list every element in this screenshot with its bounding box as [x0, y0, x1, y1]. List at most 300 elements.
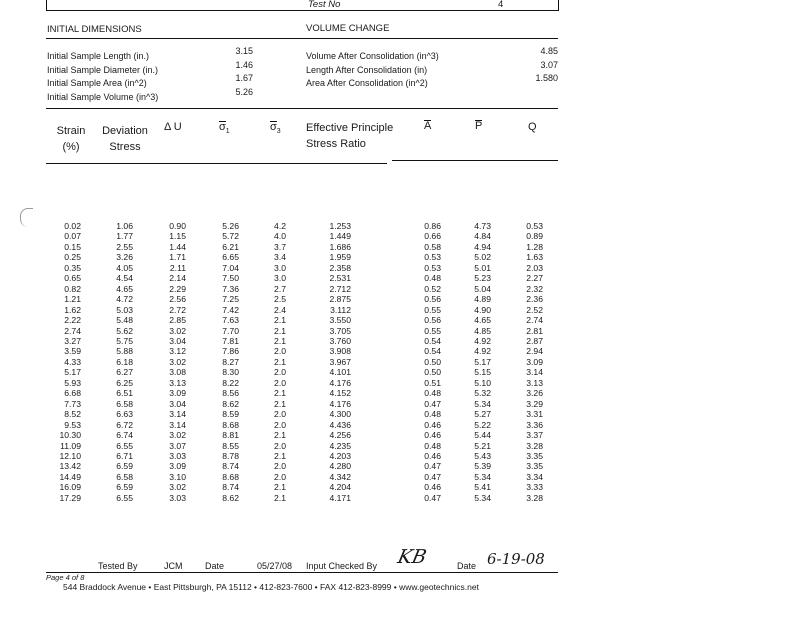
sigma1-cell: 8.62 [222, 398, 239, 409]
vol-value: 3.07 [540, 59, 558, 70]
p-column [467, 221, 491, 503]
du-cell: 1.71 [169, 252, 186, 263]
sigma1-cell: 8.30 [222, 367, 239, 378]
du-header: Δ U [164, 121, 182, 133]
p-cell: 5.34 [474, 398, 491, 409]
sigma3-cell: 2.1 [274, 335, 286, 346]
p-cell: 5.34 [474, 471, 491, 482]
sigma1-cell: 8.74 [222, 482, 239, 493]
strain-cell: 4.33 [64, 356, 81, 367]
strain-cell: 5.93 [64, 377, 81, 388]
esr-cell: 4.171 [329, 492, 351, 503]
esr-cell: 4.203 [329, 450, 351, 461]
init-value: 1.46 [235, 59, 253, 70]
vol-value: 1.580 [535, 73, 558, 83]
du-cell: 2.56 [169, 294, 186, 305]
q-cell: 3.13 [526, 377, 543, 388]
q-cell: 3.26 [526, 388, 543, 399]
esr-cell: 3.550 [329, 315, 351, 326]
page-number: Page 4 of 8 [46, 573, 85, 582]
sigma1-cell: 7.86 [222, 346, 239, 357]
init-value: 1.67 [235, 73, 253, 83]
sigma1-sub: 1 [225, 128, 230, 136]
sigma3-cell: 2.1 [274, 325, 286, 336]
sigma1-cell: 8.68 [222, 419, 239, 430]
init-label: Initial Sample Diameter (in.) [47, 64, 159, 75]
deviator-cell: 6.71 [116, 450, 133, 461]
deviator-cell: 6.72 [116, 419, 133, 430]
q-cell: 3.29 [526, 398, 543, 409]
q-cell: 0.53 [526, 221, 543, 231]
a-column [417, 221, 441, 503]
du-cell: 3.03 [169, 492, 186, 503]
sigma1-cell: 7.81 [222, 335, 239, 346]
a-cell: 0.46 [424, 482, 441, 493]
esr-cell: 4.280 [329, 461, 351, 472]
a-cell: 0.50 [424, 356, 441, 367]
footer-rule [46, 572, 558, 573]
vol-label: Length After Consolidation (in) [306, 64, 428, 75]
strain-cell: 12.10 [59, 450, 81, 461]
a-cell: 0.52 [424, 283, 441, 294]
sigma3-cell: 3.7 [274, 241, 286, 252]
a-cell: 0.54 [424, 346, 441, 357]
q-cell: 2.94 [526, 346, 543, 357]
a-cell: 0.55 [424, 325, 441, 336]
q-cell: 3.35 [526, 461, 543, 472]
du-cell: 3.04 [169, 398, 186, 409]
du-cell: 3.09 [169, 388, 186, 399]
esr-cell: 4.256 [329, 430, 351, 441]
a-cell: 0.47 [424, 461, 441, 472]
deviator-cell: 2.55 [116, 241, 133, 252]
a-cell: 0.86 [424, 221, 441, 231]
du-cell: 3.04 [169, 335, 186, 346]
sigma3-cell: 2.0 [274, 377, 286, 388]
q-cell: 2.87 [526, 335, 543, 346]
initial-dimensions-list [47, 46, 253, 100]
q-cell: 1.28 [526, 241, 543, 252]
sigma3-cell: 2.1 [274, 388, 286, 399]
deviator-header-2: Stress [109, 141, 141, 153]
init-value: 5.26 [235, 86, 253, 97]
sigma3-cell: 2.0 [274, 471, 286, 482]
strain-cell: 3.59 [64, 346, 81, 357]
p-cell: 4.90 [474, 304, 491, 315]
q-header: Q [528, 121, 537, 133]
sigma3-symbol: σ [270, 121, 277, 133]
q-cell: 3.34 [526, 471, 543, 482]
sigma1-cell: 6.65 [222, 252, 239, 263]
esr-cell: 4.204 [329, 482, 351, 493]
init-row [47, 73, 253, 87]
deviator-cell: 4.05 [116, 262, 133, 273]
sigma1-cell: 5.72 [222, 231, 239, 242]
esr-cell: 3.908 [329, 346, 351, 357]
section-rule-bottom [46, 108, 558, 109]
esr-cell: 4.342 [329, 471, 351, 482]
a-cell: 0.46 [424, 450, 441, 461]
strain-cell: 5.17 [64, 367, 81, 378]
du-cell: 3.13 [169, 377, 186, 388]
volume-change-title: VOLUME CHANGE [306, 23, 390, 34]
sigma1-cell: 8.62 [222, 492, 239, 503]
esr-column [318, 221, 351, 503]
p-cell: 5.23 [474, 273, 491, 284]
strain-cell: 1.21 [64, 294, 81, 305]
sigma1-cell: 7.04 [222, 262, 239, 273]
deviator-cell: 6.51 [116, 388, 133, 399]
esr-cell: 3.967 [329, 356, 351, 367]
sigma1-cell: 7.50 [222, 273, 239, 284]
strain-column [50, 221, 81, 503]
deviator-cell: 6.25 [116, 377, 133, 388]
volume-change-list [306, 46, 558, 87]
a-cell: 0.51 [424, 377, 441, 388]
company-address: 544 Braddock Avenue • East Pittsburgh, PA 15112 • 412-823-7600 • FAX 412-823-8999 • www.geotechnics.net [63, 582, 479, 592]
section-rule-top [46, 38, 558, 39]
deviator-cell: 1.77 [116, 231, 133, 242]
sigma3-cell: 2.0 [274, 409, 286, 420]
q-column [518, 221, 543, 503]
du-cell: 0.90 [169, 221, 186, 231]
vol-row [306, 60, 558, 74]
du-cell: 3.08 [169, 367, 186, 378]
strain-cell: 8.52 [64, 409, 81, 420]
du-cell: 2.29 [169, 283, 186, 294]
esr-cell: 4.176 [329, 377, 351, 388]
esr-cell: 2.531 [329, 273, 351, 284]
top-box-left-line [46, 0, 47, 11]
sigma1-symbol: σ [219, 121, 226, 133]
sigma3-cell: 4.2 [274, 221, 286, 231]
strain-cell: 10.30 [59, 430, 81, 441]
a-symbol: A [424, 120, 432, 132]
vol-row [306, 46, 558, 60]
q-cell: 3.28 [526, 492, 543, 503]
du-cell: 3.02 [169, 482, 186, 493]
q-cell: 2.52 [526, 304, 543, 315]
a-cell: 0.53 [424, 262, 441, 273]
esr-cell: 4.176 [329, 398, 351, 409]
p-symbol: P [475, 120, 483, 132]
du-cell: 2.72 [169, 304, 186, 315]
sigma1-cell: 7.25 [222, 294, 239, 305]
deviator-cell: 5.48 [116, 315, 133, 326]
checked-date-label: Date [457, 561, 477, 571]
q-cell: 3.36 [526, 419, 543, 430]
p-cell: 4.94 [474, 241, 491, 252]
p-cell: 5.32 [474, 388, 491, 399]
strain-unit: (%) [62, 141, 80, 153]
tested-by-value: JCM [164, 561, 183, 571]
du-cell: 3.10 [169, 471, 186, 482]
a-cell: 0.46 [424, 419, 441, 430]
p-cell: 5.17 [474, 356, 491, 367]
du-cell: 3.12 [169, 346, 186, 357]
q-cell: 3.33 [526, 482, 543, 493]
sigma1-cell: 8.56 [222, 388, 239, 399]
sigma1-cell: 7.63 [222, 315, 239, 326]
a-cell: 0.47 [424, 471, 441, 482]
p-cell: 5.21 [474, 440, 491, 451]
deviator-cell: 6.59 [116, 461, 133, 472]
deviator-cell: 6.27 [116, 367, 133, 378]
sigma3-cell: 2.1 [274, 450, 286, 461]
du-cell: 1.44 [169, 241, 186, 252]
deviator-header: Deviation [102, 125, 148, 137]
sigma1-cell: 8.59 [222, 409, 239, 420]
q-cell: 3.31 [526, 409, 543, 420]
deviator-cell: 1.06 [116, 221, 133, 231]
deviator-cell: 4.54 [116, 273, 133, 284]
sigma1-cell: 5.26 [222, 221, 239, 231]
sigma1-cell: 8.81 [222, 430, 239, 441]
q-cell: 0.89 [526, 231, 543, 242]
q-cell: 2.74 [526, 315, 543, 326]
init-label: Initial Sample Length (in.) [47, 51, 150, 61]
init-label: Initial Sample Volume (in^3) [47, 91, 159, 102]
sigma3-cell: 2.0 [274, 367, 286, 378]
p-cell: 5.15 [474, 367, 491, 378]
deviator-cell: 5.75 [116, 335, 133, 346]
a-cell: 0.50 [424, 367, 441, 378]
a-cell: 0.53 [424, 252, 441, 263]
q-cell: 2.27 [526, 273, 543, 284]
esr-cell: 4.436 [329, 419, 351, 430]
a-cell: 0.56 [424, 294, 441, 305]
a-cell: 0.55 [424, 304, 441, 315]
p-cell: 5.04 [474, 283, 491, 294]
strain-cell: 1.62 [64, 304, 81, 315]
a-cell: 0.48 [424, 440, 441, 451]
sigma1-cell: 7.36 [222, 283, 239, 294]
q-cell: 2.36 [526, 294, 543, 305]
esr-cell: 2.358 [329, 262, 351, 273]
deviator-cell: 6.55 [116, 492, 133, 503]
sigma1-header [219, 121, 230, 135]
deviator-cell: 5.03 [116, 304, 133, 315]
a-cell: 0.56 [424, 315, 441, 326]
sigma1-cell: 6.21 [222, 241, 239, 252]
strain-cell: 6.68 [64, 388, 81, 399]
sigma3-cell: 3.4 [274, 252, 286, 263]
deviator-cell: 6.55 [116, 440, 133, 451]
sigma1-cell: 7.70 [222, 325, 239, 336]
tested-by-label: Tested By [98, 561, 138, 571]
sigma3-cell: 2.4 [274, 304, 286, 315]
p-cell: 4.73 [474, 221, 491, 231]
esr-cell: 2.712 [329, 283, 351, 294]
q-cell: 3.37 [526, 430, 543, 441]
deviator-cell: 4.65 [116, 283, 133, 294]
esr-cell: 4.300 [329, 409, 351, 420]
header-rule [46, 163, 387, 164]
deviator-cell: 6.18 [116, 356, 133, 367]
sigma3-cell: 2.1 [274, 356, 286, 367]
date-label: Date [205, 561, 225, 571]
p-cell: 4.92 [474, 335, 491, 346]
strain-cell: 0.25 [64, 252, 81, 263]
a-cell: 0.47 [424, 398, 441, 409]
strain-cell: 0.65 [64, 273, 81, 284]
a-cell: 0.48 [424, 273, 441, 284]
deviator-cell: 6.63 [116, 409, 133, 420]
p-header [475, 120, 482, 132]
a-cell: 0.47 [424, 492, 441, 503]
sigma3-cell: 3.0 [274, 262, 286, 273]
sigma3-cell: 2.1 [274, 492, 286, 503]
strain-cell: 13.42 [59, 461, 81, 472]
esr-cell: 3.760 [329, 335, 351, 346]
sigma1-column [210, 221, 239, 503]
sigma3-header [270, 121, 281, 135]
esr-cell: 3.112 [330, 304, 351, 315]
sigma3-cell: 2.0 [274, 419, 286, 430]
esr-cell: 4.152 [329, 388, 351, 399]
a-cell: 0.66 [424, 231, 441, 242]
p-cell: 5.34 [474, 492, 491, 503]
deviator-cell: 6.74 [116, 430, 133, 441]
du-cell: 3.02 [169, 356, 186, 367]
strain-cell: 0.15 [64, 241, 81, 252]
vol-label: Volume After Consolidation (in^3) [306, 51, 439, 61]
checked-by-label: Input Checked By [306, 561, 378, 571]
esr-cell: 4.101 [329, 367, 351, 378]
du-cell: 3.02 [169, 430, 186, 441]
esr-cell: 2.875 [329, 294, 351, 305]
col-header-deviator [96, 125, 154, 153]
strain-cell: 0.82 [64, 283, 81, 294]
p-cell: 5.01 [474, 262, 491, 273]
sigma1-cell: 7.42 [222, 304, 239, 315]
test-no-label: Test No [308, 0, 341, 10]
init-row [47, 60, 253, 74]
p-cell: 5.41 [474, 482, 491, 493]
du-cell: 3.09 [169, 461, 186, 472]
sigma3-cell: 2.7 [274, 283, 286, 294]
init-row [47, 46, 253, 60]
esr-cell: 1.686 [329, 241, 351, 252]
p-cell: 5.43 [474, 450, 491, 461]
vol-label: Area After Consolidation (in^2) [306, 78, 428, 88]
strain-cell: 2.74 [64, 325, 81, 336]
p-cell: 4.92 [474, 346, 491, 357]
sigma3-cell: 2.0 [274, 346, 286, 357]
deviator-cell: 4.72 [116, 294, 133, 305]
q-cell: 3.09 [526, 356, 543, 367]
strain-cell: 17.29 [59, 492, 81, 503]
sigma3-column [266, 221, 286, 503]
a-cell: 0.58 [424, 241, 441, 252]
q-cell: 3.35 [526, 450, 543, 461]
du-column [157, 221, 186, 503]
du-cell: 3.14 [169, 419, 186, 430]
p-cell: 5.39 [474, 461, 491, 472]
strain-cell: 14.49 [59, 471, 81, 482]
sigma3-cell: 2.1 [274, 430, 286, 441]
a-cell: 0.54 [424, 335, 441, 346]
q-cell: 2.32 [526, 283, 543, 294]
p-cell: 5.10 [474, 377, 491, 388]
strain-cell: 9.53 [64, 419, 81, 430]
p-cell: 5.02 [474, 252, 491, 263]
q-cell: 3.14 [526, 367, 543, 378]
strain-cell: 2.22 [64, 315, 81, 326]
esr-header: Effective Principle [306, 122, 394, 134]
q-cell: 3.28 [526, 440, 543, 451]
deviator-cell: 5.62 [116, 325, 133, 336]
checked-by-signature: KB [395, 546, 429, 568]
strain-cell: 0.07 [64, 231, 81, 242]
sigma3-sub: 3 [276, 128, 281, 136]
du-cell: 2.11 [169, 262, 186, 273]
deviator-cell: 6.58 [116, 398, 133, 409]
scan-mark [20, 208, 33, 227]
strain-cell: 7.73 [64, 398, 81, 409]
sigma3-cell: 2.1 [274, 398, 286, 409]
p-cell: 4.65 [474, 315, 491, 326]
sigma3-cell: 2.5 [274, 294, 286, 305]
init-label: Initial Sample Area (in^2) [47, 78, 147, 88]
a-cell: 0.48 [424, 388, 441, 399]
esr-cell: 3.705 [329, 325, 351, 336]
sigma3-cell: 2.1 [274, 315, 286, 326]
sigma3-cell: 3.0 [274, 273, 286, 284]
col-header-esr [306, 122, 393, 150]
q-cell: 2.81 [526, 325, 543, 336]
p-cell: 4.89 [474, 294, 491, 305]
sigma1-cell: 8.68 [222, 471, 239, 482]
du-cell: 2.14 [169, 273, 186, 284]
checked-date-value: 6-19-08 [487, 550, 545, 568]
deviator-cell: 6.58 [116, 471, 133, 482]
initial-dimensions-title: INITIAL DIMENSIONS [47, 24, 142, 35]
top-box [46, 0, 559, 11]
strain-cell: 3.27 [64, 335, 81, 346]
sigma1-cell: 8.78 [222, 450, 239, 461]
q-cell: 2.03 [526, 262, 543, 273]
deviator-column [103, 221, 133, 503]
esr-cell: 1.959 [329, 252, 351, 263]
strain-cell: 0.35 [64, 262, 81, 273]
init-row [47, 87, 253, 101]
p-cell: 5.44 [474, 430, 491, 441]
sigma1-cell: 8.27 [222, 356, 239, 367]
sigma3-cell: 2.0 [274, 440, 286, 451]
init-value: 3.15 [235, 46, 253, 56]
p-cell: 4.85 [474, 325, 491, 336]
q-cell: 1.63 [526, 252, 543, 263]
du-cell: 3.14 [169, 409, 186, 420]
deviator-cell: 6.59 [116, 482, 133, 493]
du-cell: 3.03 [169, 450, 186, 461]
p-cell: 5.22 [474, 419, 491, 430]
vol-row [306, 73, 558, 87]
sigma1-cell: 8.22 [222, 377, 239, 388]
sigma3-cell: 2.1 [274, 482, 286, 493]
du-cell: 3.02 [169, 325, 186, 336]
sigma3-cell: 2.0 [274, 461, 286, 472]
a-cell: 0.48 [424, 409, 441, 420]
a-header [424, 120, 431, 132]
a-cell: 0.46 [424, 430, 441, 441]
sigma1-cell: 8.74 [222, 461, 239, 472]
test-no-value: 4 [498, 0, 504, 10]
strain-header: Strain [56, 125, 86, 137]
col-header-strain [50, 125, 92, 153]
du-cell: 2.85 [169, 315, 186, 326]
